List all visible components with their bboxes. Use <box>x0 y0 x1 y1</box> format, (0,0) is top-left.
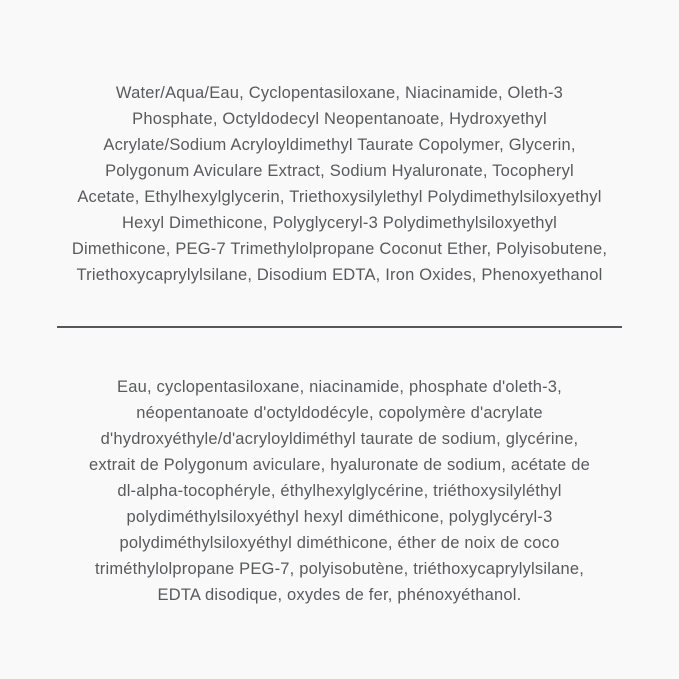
ingredient-text-line: Acetate, Ethylhexylglycerin, Triethoxysilylethyl Polydimethylsiloxyethyl <box>77 188 602 206</box>
ingredient-text-line: polydiméthylsiloxyéthyl hexyl diméthicone, polyglycéryl-3 <box>126 508 553 526</box>
ingredient-text-line: Phosphate, Octyldodecyl Neopentanoate, Hydroxyethyl <box>132 110 547 128</box>
ingredients-list-english <box>72 80 607 288</box>
language-divider-line <box>57 326 622 328</box>
ingredient-text-line: Dimethicone, PEG-7 Trimethylolpropane Coconut Ether, Polyisobutene, <box>71 240 608 258</box>
ingredients-list-french <box>89 374 590 608</box>
ingredient-text-line: néopentanoate d'octyldodécyle, copolymère d'acrylate <box>136 404 543 422</box>
ingredient-text-line: extrait de Polygonum aviculare, hyaluronate de sodium, acétate de <box>89 456 590 474</box>
ingredient-text-line: Hexyl Dimethicone, Polyglyceryl-3 Polydimethylsiloxyethyl <box>121 214 558 232</box>
ingredient-text-line: EDTA disodique, oxydes de fer, phénoxyéthanol. <box>157 586 522 604</box>
ingredient-text-line: Acrylate/Sodium Acryloyldimethyl Taurate Copolymer, Glycerin, <box>103 136 576 154</box>
ingredient-text-line: Triethoxycaprylylsilane, Disodium EDTA, Iron Oxides, Phenoxyethanol <box>76 266 603 284</box>
ingredient-text-line: d'hydroxyéthyle/d'acryloyldiméthyl taurate de sodium, glycérine, <box>100 430 579 448</box>
ingredient-text-line: Water/Aqua/Eau, Cyclopentasiloxane, Niacinamide, Oleth-3 <box>115 84 564 102</box>
ingredient-text-line: polydiméthylsiloxyéthyl diméthicone, éther de noix de coco <box>119 534 560 552</box>
ingredient-text-line: dl-alpha-tocophéryle, éthylhexylglycérine, triéthoxysilyléthyl <box>117 482 562 500</box>
ingredient-text-line: triméthylolpropane PEG-7, polyisobutène, triéthoxycaprylylsilane, <box>95 560 584 578</box>
ingredient-text-line: Eau, cyclopentasiloxane, niacinamide, phosphate d'oleth-3, <box>117 378 562 396</box>
ingredient-text-line: Polygonum Aviculare Extract, Sodium Hyaluronate, Tocopheryl <box>105 162 574 180</box>
